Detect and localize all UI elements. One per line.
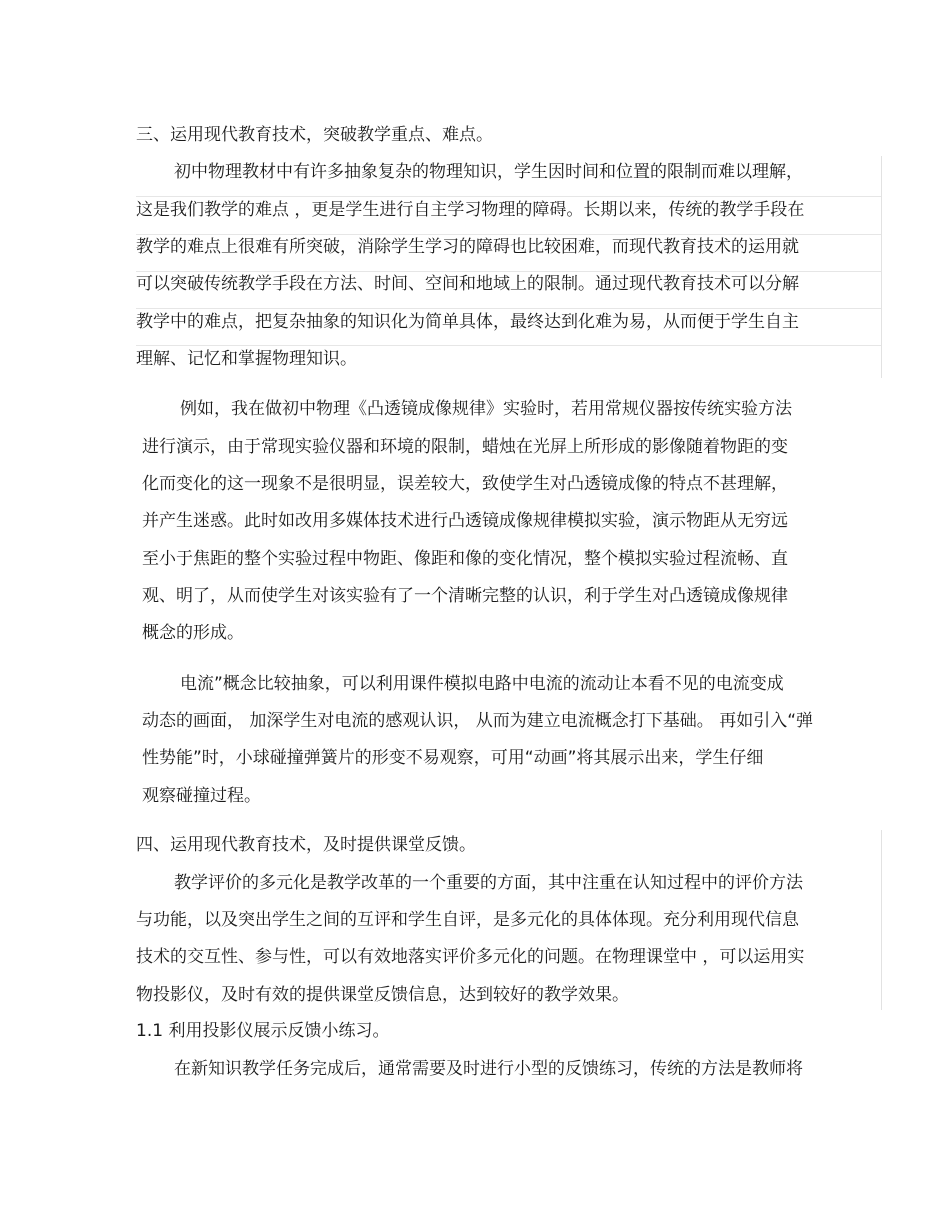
text-line: 观察碰撞过程。 [142,786,261,806]
text-line: 教学评价的多元化是教学改革的一个重要的方面，其中注重在认知过程中的评价方法 [174,873,803,893]
text-line: 可以突破传统教学手段在方法、时间、空间和地域上的限制。通过现代教育技术可以分解 [136,274,799,294]
frame-line [136,308,881,309]
text-line: 物投影仪，及时有效的提供课堂反馈信息，达到较好的教学效果。 [136,985,629,1005]
frame-line [881,830,882,1010]
text-line: 教学的难点上很难有所突破，消除学生学习的障碍也比较困难，而现代教育技术的运用就 [136,237,799,257]
text-line: 在新知识教学任务完成后，通常需要及时进行小型的反馈练习，传统的方法是教师将 [174,1059,803,1079]
text-line: 这是我们教学的难点 ，更是学生进行自主学习物理的障碍。长期以来，传统的教学手段在 [136,200,805,220]
text-line: 并产生迷惑。此时如改用多媒体技术进行凸透镜成像规律模拟实验，演示物距从无穷远 [142,511,788,531]
text-line: 初中物理教材中有许多抽象复杂的物理知识，学生因时间和位置的限制而难以理解， [174,162,803,182]
text-line: 教学中的难点，把复杂抽象的知识化为简单具体，最终达到化难为易，从而便于学生自主 [136,312,799,332]
frame-line [136,345,881,346]
text-line: 例如，我在做初中物理《凸透镜成像规律》实验时，若用常规仪器按传统实验方法 [180,399,792,419]
frame-line [136,196,881,197]
text-line: 动态的画面， 加深学生对电流的感观认识， 从而为建立电流概念打下基础。 再如引入“弹 [142,711,814,731]
text-line: 理解、记忆和掌握物理知识。 [136,349,357,369]
frame-line [136,234,881,235]
text-line: 观、明了，从而使学生对该实验有了一个清晰完整的认识，利于学生对凸透镜成像规律 [142,586,788,606]
text-line: 电流”概念比较抽象，可以利用课件模拟电路中电流的流动让本看不见的电流变成 [180,674,784,694]
section-heading: 四、运用现代教育技术，及时提供课堂反馈。 [136,835,476,855]
text-line: 化而变化的这一现象不是很明显，误差较大，致使学生对凸透镜成像的特点不甚理解， [142,474,788,494]
frame-line [136,271,881,272]
text-line: 概念的形成。 [142,623,244,643]
sub-heading: 1.1 利用投影仪展示反馈小练习。 [136,1021,390,1041]
text-line: 性势能”时，小球碰撞弹簧片的形变不易观察，可用“动画”将其展示出来，学生仔细 [142,748,764,768]
section-heading: 三、运用现代教育技术，突破教学重点、难点。 [136,125,493,145]
frame-line [881,156,882,378]
text-line: 进行演示，由于常现实验仪器和环境的限制，蜡烛在光屏上所形成的影像随着物距的变 [142,437,788,457]
text-line: 与功能，以及突出学生之间的互评和学生自评，是多元化的具体体现。充分利用现代信息 [136,910,799,930]
text-line: 技术的交互性、参与性，可以有效地落实评价多元化的问题。在物理课堂中 ，可以运用实 [136,947,805,967]
text-line: 至小于焦距的整个实验过程中物距、像距和像的变化情况，整个模拟实验过程流畅、直 [142,549,788,569]
